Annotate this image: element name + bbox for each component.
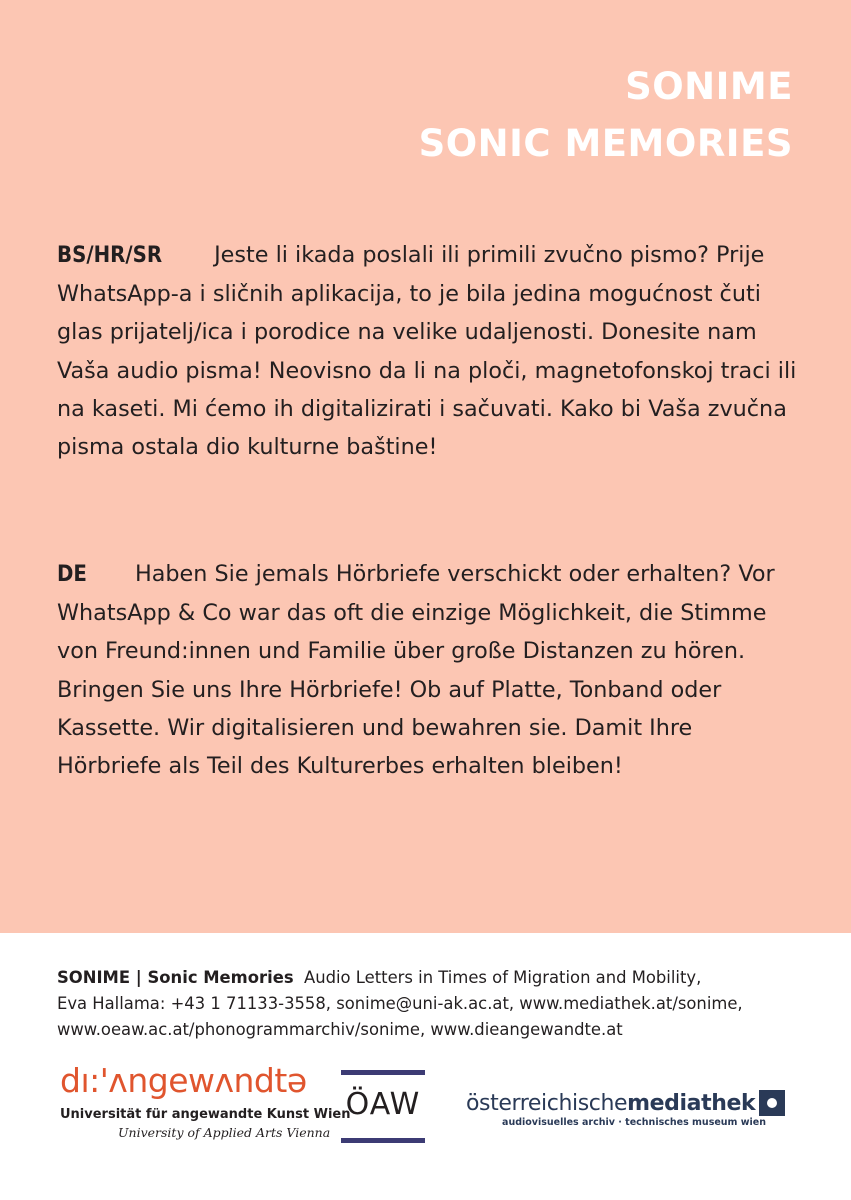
paragraph-de xyxy=(57,555,797,785)
mediathek-logo xyxy=(466,1090,796,1128)
title-line-1: SONIME xyxy=(625,65,793,108)
mediathek-wordmark-bold: mediathek xyxy=(627,1090,756,1116)
mediathek-subtitle: audiovisuelles archiv · technisches museum wien xyxy=(502,1117,766,1128)
contact-line: Eva Hallama: +43 1 71133-3558, sonime@uni-ak.ac.at, www.mediathek.at/sonime, xyxy=(57,994,743,1013)
oeaw-bottom-bar xyxy=(341,1138,425,1143)
language-label: BS/HR/SR xyxy=(57,243,163,268)
oeaw-top-bar xyxy=(341,1070,425,1075)
mediathek-wordmark-light: österreichische xyxy=(466,1090,628,1116)
project-info xyxy=(57,965,817,1043)
project-name: SONIME | Sonic Memories xyxy=(57,968,294,987)
mediathek-square-icon xyxy=(759,1090,785,1116)
angewandte-name-de: Universität für angewandte Kunst Wien xyxy=(60,1107,351,1122)
oeaw-logo xyxy=(341,1070,427,1145)
page-title xyxy=(419,58,793,172)
paragraph-bs-hr-sr xyxy=(57,236,797,466)
paragraph-text: Haben Sie jemals Hörbriefe verschickt oder erhalten? Vor WhatsApp & Co war das oft die einzige Möglichkeit, die Stimme von Freund:innen und Familie über große Distanzen zu hören. Bringen Sie uns Ihre Hörbriefe! Ob auf Platte, Tonband oder Kassette. Wir digitalisieren und bewahren sie. Damit Ihre Hörbriefe als Teil des Kulturerbes erhalten bleiben! xyxy=(57,561,775,780)
language-label: DE xyxy=(57,562,87,587)
links-line: www.oeaw.ac.at/phonogrammarchiv/sonime, www.dieangewandte.at xyxy=(57,1020,623,1039)
angewandte-wordmark: dı:'ʌngewʌndtə xyxy=(60,1061,307,1100)
angewandte-logo xyxy=(60,1061,351,1140)
project-subtitle: Audio Letters in Times of Migration and Mobility, xyxy=(304,968,702,987)
oeaw-wordmark: ÖAW xyxy=(345,1087,421,1122)
angewandte-name-en: University of Applied Arts Vienna xyxy=(118,1125,331,1140)
title-line-2: SONIC MEMORIES xyxy=(418,122,793,165)
paragraph-text: Jeste li ikada poslali ili primili zvučno pismo? Prije WhatsApp-a i sličnih aplikacija, to je bila jedina mogućnost čuti glas prijatelj/ica i porodice na velike udaljenosti. Donesite nam Vaša audio pisma! Neovisno da li na ploči, magnetofonskoj traci ili na kaseti. Mi ćemo ih digitalizirati i sačuvati. Kako bi Vaša zvučna pisma ostala dio kulturne baštine! xyxy=(57,242,797,461)
footer xyxy=(0,933,851,1200)
